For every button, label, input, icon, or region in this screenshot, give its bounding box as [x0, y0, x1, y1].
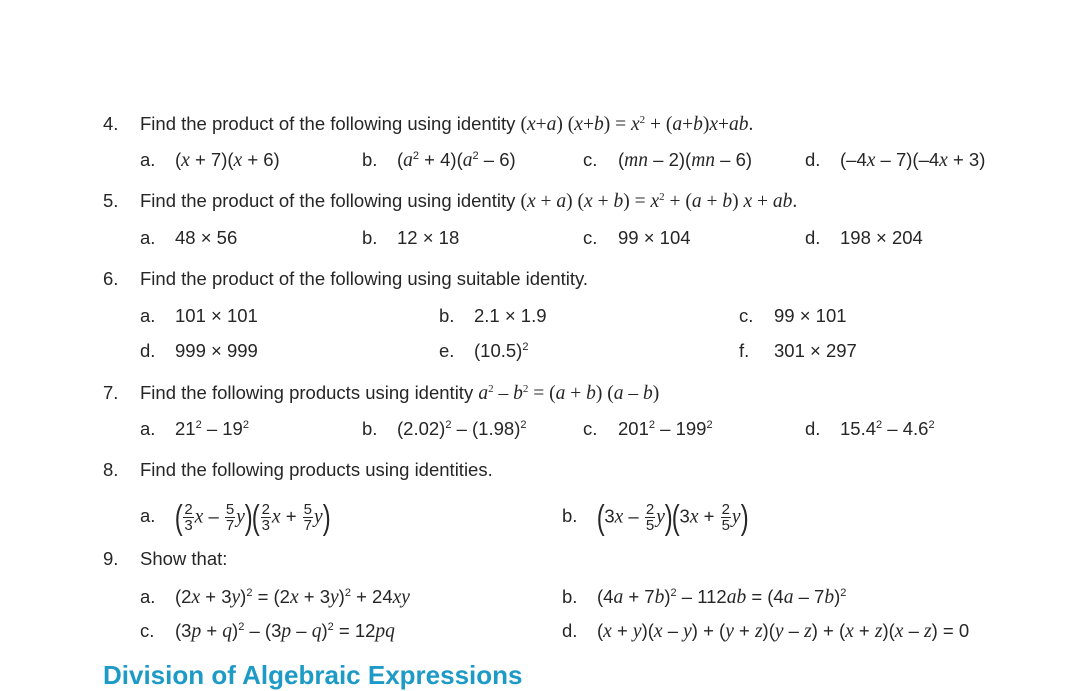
question-text: Find the following products using identities. — [140, 459, 493, 480]
item-6d: d. 999 × 999 — [140, 340, 258, 361]
question-text: Show that: — [140, 548, 228, 569]
item-9a: a. $(2x + 3y)^2 = (2x + 3y)^2 + 24xy$ — [140, 586, 410, 608]
item-value: (mn – 2)(mn – 6) — [618, 149, 753, 171]
item-5d: d. 198 × 204 — [805, 227, 923, 248]
item-value: (–4x – 7)(–4x + 3) — [840, 149, 986, 171]
question-text: Find the product of the following using suitable identity. — [140, 268, 589, 289]
item-value: $21^2 - 19^2$ — [175, 418, 249, 439]
identity-formula: (x+a) $(x+b) = x^2 + (a+b)x+ab$. — [520, 114, 754, 135]
item-9c: c. $(3p + q)^2 - (3p - q)^2 = 12pq$ — [140, 620, 395, 642]
item-9d: d. (x + y)(x – y) + (y + z)(y – z) + (x + z)(x – z) = 0 — [562, 620, 970, 642]
item-4b: b. $(a^2 + 4)(a^2 - 6)$ — [362, 149, 516, 171]
item-5c: c. 99 × 104 — [583, 227, 691, 248]
item-6a: a. 101 × 101 — [140, 305, 258, 326]
item-5a: a. 48 × 56 — [140, 227, 238, 248]
item-value: $(4a + 7b)^2 - 112ab = (4a - 7b)^2$ — [597, 586, 847, 608]
item-6b: b. 2.1 × 1.9 — [439, 305, 547, 326]
item-4c: c. (mn – 2)(mn – 6) — [583, 149, 753, 171]
question-text: Find the following products using identity $a^2 - b^2 = (a + b)$ (a – b) — [140, 382, 660, 404]
item-value: (x + y)(x – y) + (y + z)(y – z) + (x + z)(x – z) = 0 — [597, 620, 970, 642]
item-6f: f. 301 × 297 — [739, 340, 857, 361]
identity-formula: $a^2 - b^2 = (a + b)$ (a – b) — [478, 383, 660, 404]
item-value: (3x – $\frac{2}{5}$ y)(3x + $\frac{2}{5}$ y) — [596, 498, 749, 537]
item-value: $15.4^2 - 4.6^2$ — [840, 418, 935, 439]
question-number: 4. — [103, 113, 119, 134]
question-number: 9. — [103, 548, 119, 569]
item-7d: d. $15.4^2 - 4.6^2$ — [805, 418, 935, 439]
question-text: Find the product of the following using identity (x + a) $(x + b) = x^2 + (a + b) x$ + ab. — [140, 190, 798, 212]
question-number: 7. — [103, 382, 119, 403]
item-9b: b. $(4a + 7b)^2 - 112ab = (4a - 7b)^2$ — [562, 586, 847, 608]
item-8b: b. (3x – $\frac{2}{5}$ y)(3x + $\frac{2}{5}$ y) — [562, 498, 749, 537]
item-value: $(3p + q)^2 - (3p - q)^2 = 12pq$ — [175, 620, 395, 642]
item-value: $(10.5)^2$ — [474, 340, 529, 361]
section-heading: Division of Algebraic Expressions — [103, 660, 523, 690]
item-value: $(2x + 3y)^2 = (2x + 3y)^2 + 24xy$ — [175, 586, 410, 608]
item-4a: a. (x + 7)(x + 6) — [140, 149, 280, 171]
question-number: 8. — [103, 459, 119, 480]
item-6e: e. $(10.5)^2$ — [439, 340, 529, 361]
item-6c: c. 99 × 101 — [739, 305, 847, 326]
identity-formula: (x + a) $(x + b) = x^2 + (a + b) x$ + ab. — [520, 191, 798, 212]
question-text: Find the product of the following using identity (x+a) $(x+b) = x^2 + (a+b)x+ab$. — [140, 113, 754, 135]
item-7c: c. $201^2 - 199^2$ — [583, 418, 713, 439]
question-number: 6. — [103, 268, 119, 289]
item-value: ( $\frac{2}{3}$ x – $\frac{5}{7}$ y)( $\frac{2}{3}$ x + $\frac{5}{7}$ y) — [174, 498, 331, 537]
item-value: (x + 7)(x + 6) — [175, 149, 280, 171]
item-value: $(a^2 + 4)(a^2 - 6)$ — [397, 149, 516, 171]
item-7b: b. $(2.02)^2 - (1.98)^2$ — [362, 418, 527, 439]
question-number: 5. — [103, 190, 119, 211]
item-value: $(2.02)^2 - (1.98)^2$ — [397, 418, 527, 439]
item-7a: a. $21^2 - 19^2$ — [140, 418, 249, 439]
item-4d: d. (–4x – 7)(–4x + 3) — [805, 149, 986, 171]
item-value: $201^2 - 199^2$ — [618, 418, 713, 439]
item-5b: b. 12 × 18 — [362, 227, 460, 248]
item-8a: a. ( $\frac{2}{3}$ x – $\frac{5}{7}$ y)( $\frac{2}{3}$ x + $\frac{5}{7}$ y) — [140, 498, 331, 537]
